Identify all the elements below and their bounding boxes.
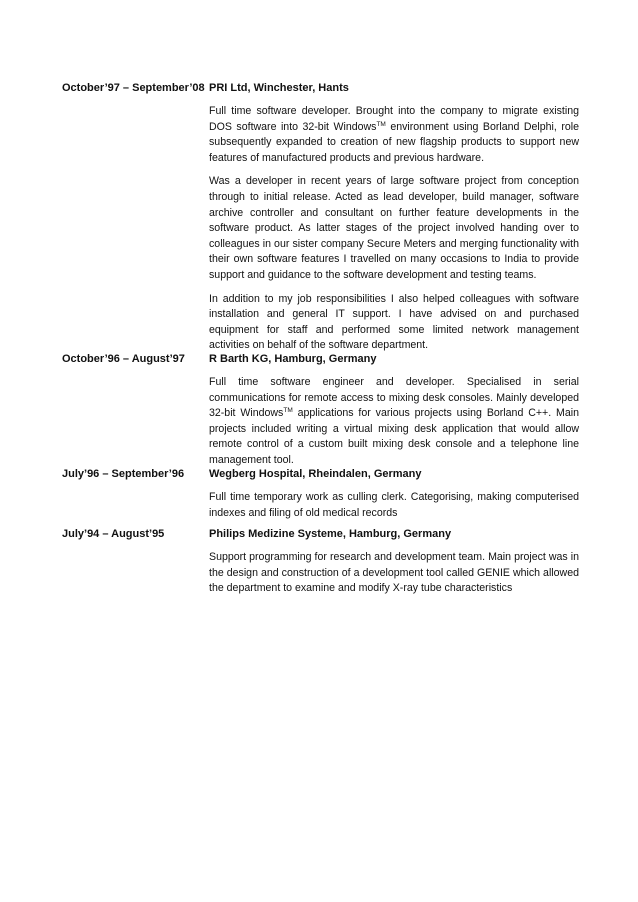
employment-details — [209, 352, 579, 477]
paragraph-text: applications for various projects using Borland C++. Main projects included writing a virtual mixing desk application that would allow remote control of a custom built mixing desk console and a telephone line management tool. — [209, 407, 579, 466]
employment-dates: October’96 – August’97 — [62, 353, 185, 365]
job-description-paragraph: Support programming for research and development team. Main project was in the design and construction of a development tool called GENIE which allowed the department to examine and modify X-ray tube characteristics — [209, 551, 579, 595]
employer-name: Philips Medizine Systeme, Hamburg, Germany — [209, 528, 452, 540]
employment-dates: July’94 – August’95 — [62, 528, 165, 540]
employment-dates: July’96 – September’96 — [62, 468, 185, 480]
trademark-mark: TM — [283, 407, 293, 415]
job-description-paragraph — [209, 375, 579, 469]
employer-name: R Barth KG, Hamburg, Germany — [209, 353, 377, 365]
employer-name: Wegberg Hospital, Rheindalen, Germany — [209, 468, 422, 480]
employer-name: PRI Ltd, Winchester, Hants — [209, 82, 349, 94]
job-description-paragraph: Was a developer in recent years of large software project from conception through to initial release. Acted as lead developer, build manager, software archive controller and consultant on further feature developments in the software product. As latter stages of the project involved handing over to colleagues in our sister company Secure Meters and merging functionality with their own software features I travelled on many occasions to India to provide support and guidance to the software development and testing teams. — [209, 175, 579, 281]
trademark-mark: TM — [376, 120, 386, 128]
job-description-paragraph: In addition to my job responsibilities I also helped colleagues with software installation and general IT support. I have advised on and purchased equipment for staff and performed some limited network management activities on behalf of the software department. — [209, 292, 579, 352]
employment-dates: October’97 – September’08 — [62, 82, 205, 94]
job-description-paragraph: Full time temporary work as culling clerk. Categorising, making computerised indexes and filing of old medical records — [209, 491, 579, 519]
employment-details — [209, 527, 579, 605]
employment-details — [209, 81, 579, 362]
paragraph-text: Full time software developer. Brought into the company to migrate existing DOS software into 32-bit Windows — [209, 105, 579, 133]
paragraph-text: environment using Borland Delphi, role subsequently expanded to creation of new flagship products to support new features of manufactured products and previous hardware. — [209, 120, 579, 164]
paragraph-text: Full time software engineer and developer. Specialised in serial communications for remote access to mixing desk consoles. Mainly developed 32-bit Windows — [209, 376, 579, 420]
employment-details — [209, 467, 579, 529]
job-description-paragraph — [209, 104, 579, 166]
